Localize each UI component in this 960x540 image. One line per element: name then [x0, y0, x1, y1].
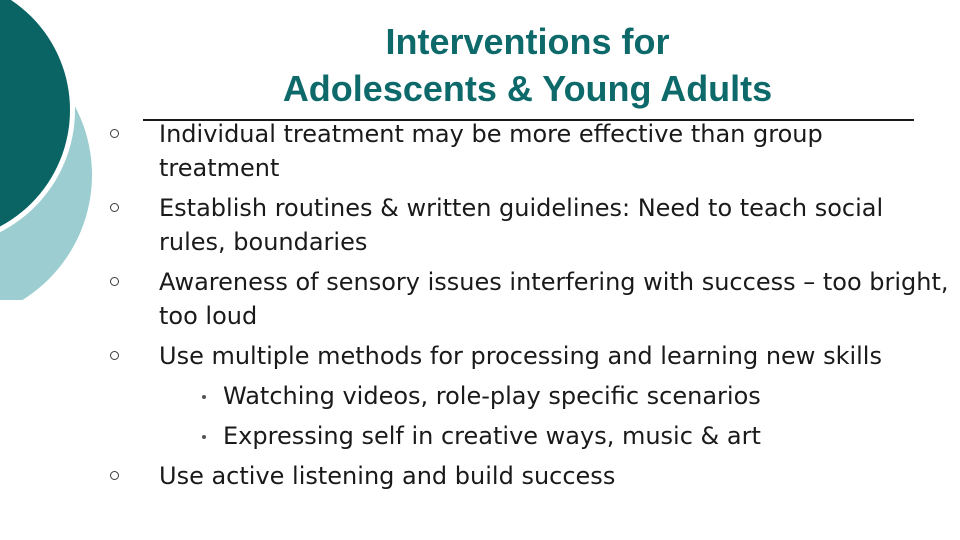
bullet-item: [110, 191, 950, 259]
sub-bullet-item: [110, 379, 950, 413]
sub-bullet-text: Watching videos, role-play specific scenarios: [223, 382, 761, 410]
title-line-1: Interventions for: [385, 21, 670, 62]
bullet-text: Awareness of sensory issues interfering with success – too bright, too loud: [159, 268, 949, 330]
dot-bullet-icon: [202, 435, 206, 439]
bullet-text: Use active listening and build success: [159, 462, 616, 490]
slide-title: [140, 18, 915, 112]
hollow-circle-bullet-icon: [110, 351, 119, 360]
dot-bullet-icon: [202, 395, 206, 399]
bullet-list: [110, 117, 950, 499]
bullet-item: [110, 265, 950, 333]
bullet-item: [110, 117, 950, 185]
bullet-text: Use multiple methods for processing and learning new skills: [159, 342, 882, 370]
sub-bullet-item: [110, 419, 950, 453]
bullet-text: Individual treatment may be more effective than group treatment: [159, 120, 823, 182]
title-line-2: Adolescents & Young Adults: [282, 68, 773, 109]
hollow-circle-bullet-icon: [110, 203, 119, 212]
bullet-item: [110, 459, 950, 493]
sub-bullet-text: Expressing self in creative ways, music & art: [223, 422, 761, 450]
bullet-item: [110, 339, 950, 373]
hollow-circle-bullet-icon: [110, 277, 119, 286]
hollow-circle-bullet-icon: [110, 471, 119, 480]
hollow-circle-bullet-icon: [110, 129, 119, 138]
bullet-text: Establish routines & written guidelines: Need to teach social rules, boundaries: [159, 194, 884, 256]
